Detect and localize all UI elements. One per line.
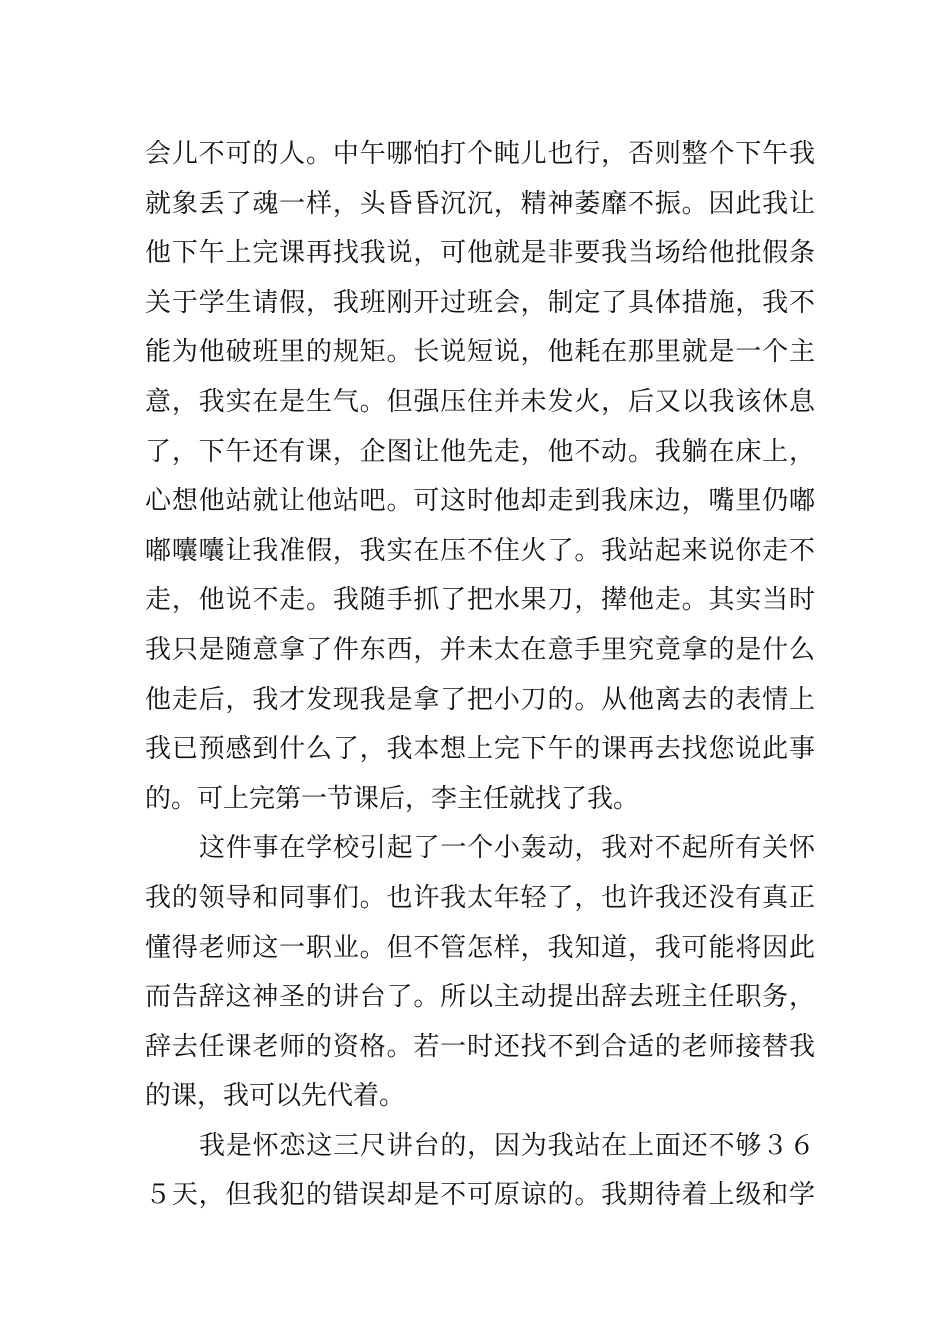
text-line-19: 辞去任课老师的资格。若一时还找不到合适的老师接替我 <box>145 1031 815 1062</box>
text-line-18: 而告辞这神圣的讲台了。所以主动提出辞去班主任职务， <box>145 982 815 1013</box>
text-line-2: 就象丢了魂一样，头昏昏沉沉，精神萎靡不振。因此我让 <box>145 188 815 219</box>
text-line-11: 我只是随意拿了件东西，并未太在意手里究竟拿的是什么 <box>145 634 815 665</box>
text-line-12: 他走后，我才发现我是拿了把小刀的。从他离去的表情上 <box>145 684 815 715</box>
text-line-5: 能为他破班里的规矩。长说短说，他耗在那里就是一个主 <box>145 337 815 368</box>
text-line-9: 嘟囔囔让我准假，我实在压不住火了。我站起来说你走不 <box>145 535 815 566</box>
text-line-14: 的。可上完第一节课后，李主任就找了我。 <box>145 783 640 814</box>
text-line-8: 心想他站就让他站吧。可这时他却走到我床边，嘴里仍嘟 <box>145 486 815 517</box>
text-line-17: 懂得老师这一职业。但不管怎样，我知道，我可能将因此 <box>145 932 815 963</box>
text-line-6: 意，我实在是生气。但强压住并未发火，后又以我该休息 <box>145 386 815 417</box>
text-line-3: 他下午上完课再找我说，可他就是非要我当场给他批假条 <box>145 238 815 269</box>
text-line-10: 走，他说不走。我随手抓了把水果刀，撵他走。其实当时 <box>145 585 815 616</box>
text-line-1: 会儿不可的人。中午哪怕打个盹儿也行，否则整个下午我 <box>145 139 815 169</box>
text-line-16: 我的领导和同事们。也许我太年轻了，也许我还没有真正 <box>145 882 815 913</box>
text-line-13: 我已预感到什么了，我本想上完下午的课再去找您说此事 <box>145 734 815 765</box>
text-line-15: 这件事在学校引起了一个小轰动，我对不起所有关怀 <box>199 833 815 864</box>
text-line-21: 我是怀恋这三尺讲台的，因为我站在上面还不够３６ <box>199 1130 815 1161</box>
text-line-20: 的课，我可以先代着。 <box>145 1081 406 1112</box>
text-line-4: 关于学生请假，我班刚开过班会，制定了具体措施，我不 <box>145 287 815 318</box>
letter-body <box>145 130 815 1221</box>
text-line-22: ５天，但我犯的错误却是不可原谅的。我期待着上级和学 <box>145 1180 815 1211</box>
text-line-7: 了，下午还有课，企图让他先走，他不动。我躺在床上， <box>145 436 815 467</box>
